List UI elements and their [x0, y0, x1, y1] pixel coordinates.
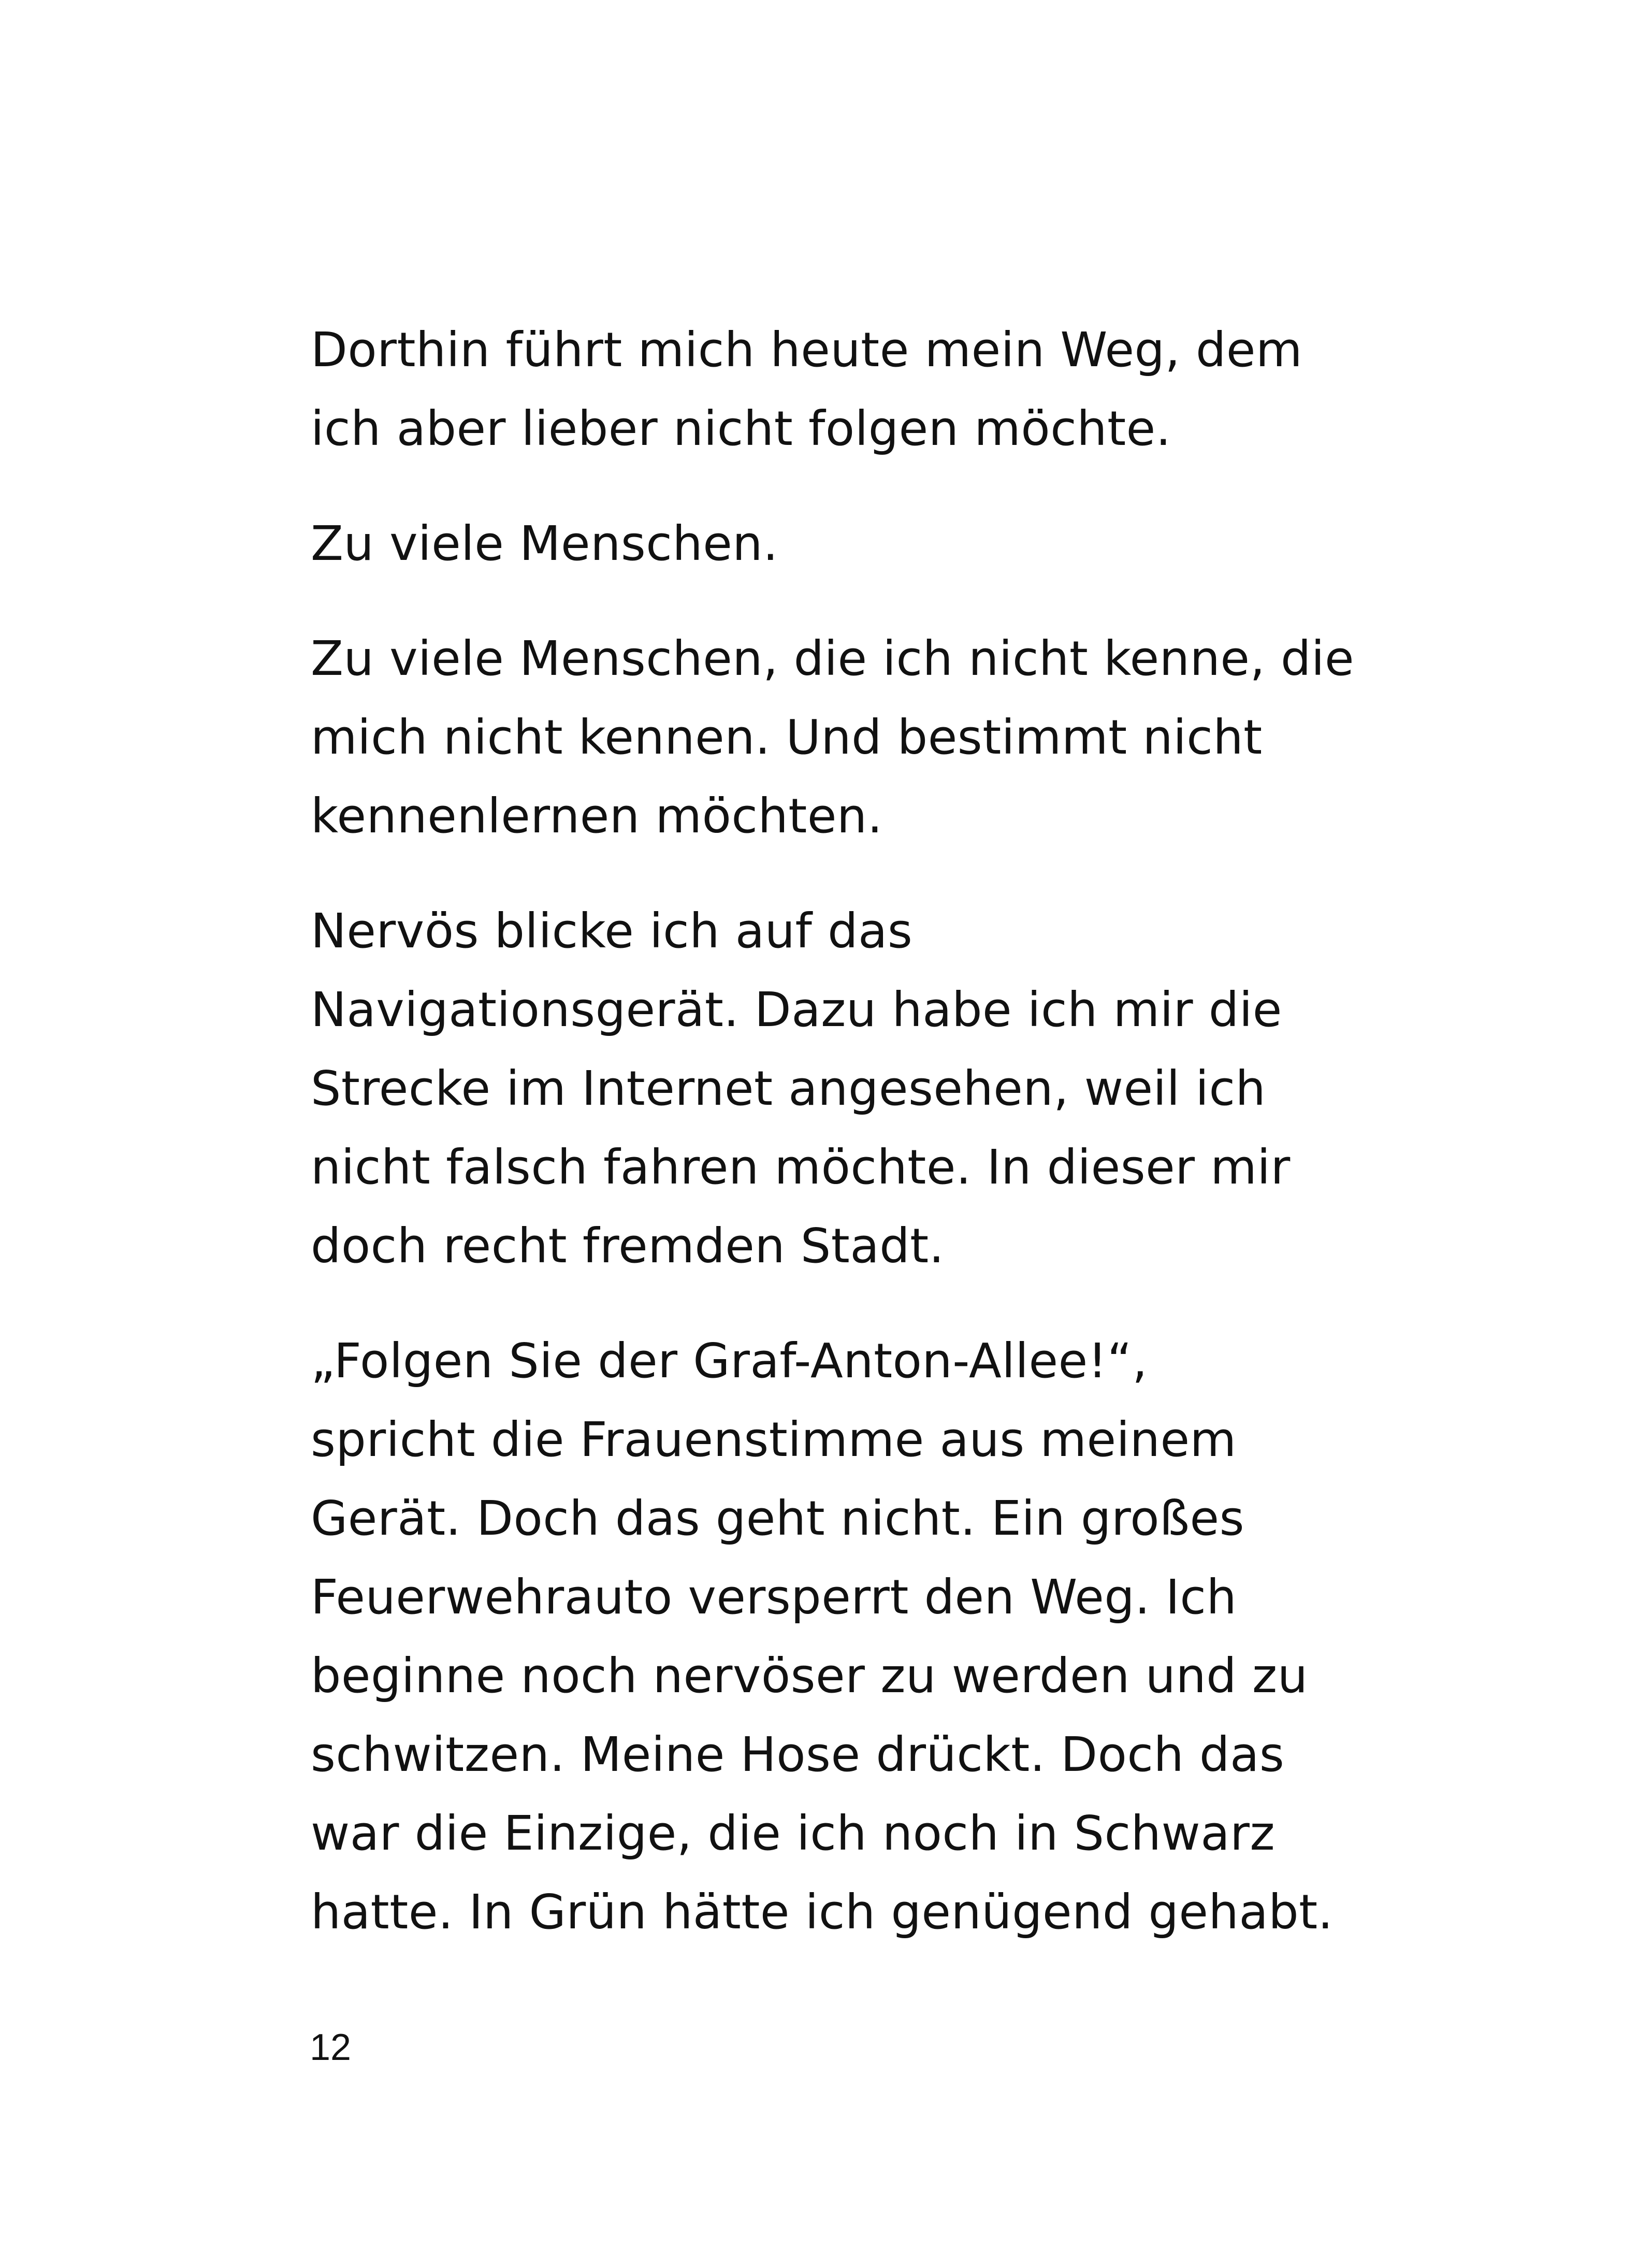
paragraph-3 [311, 619, 1398, 856]
text-line: spricht die Frauenstimme aus meinem [311, 1412, 1237, 1467]
text-line: doch recht fremden Stadt. [311, 1218, 945, 1274]
text-line: Nervös blicke ich auf das [311, 903, 913, 959]
text-line: Navigationsgerät. Dazu habe ich mir die [311, 982, 1282, 1037]
text-line: hatte. In Grün hätte ich genügend gehabt. [311, 1884, 1334, 1940]
text-line: kennenlernen möchten. [311, 788, 883, 844]
text-line: beginne noch nervöser zu werden und zu [311, 1648, 1308, 1704]
text-line: Strecke im Internet angesehen, weil ich [311, 1061, 1266, 1116]
text-line: mich nicht kennen. Und bestimmt nicht [311, 710, 1263, 765]
paragraph-4 [311, 892, 1398, 1286]
text-line: Zu viele Menschen, die ich nicht kenne, die [311, 631, 1355, 686]
text-line: „Folgen Sie der Graf-Anton-Allee!“, [311, 1333, 1148, 1389]
text-line: war die Einzige, die ich noch in Schwarz [311, 1806, 1276, 1861]
text-line: Dorthin führt mich heute mein Weg, dem [311, 322, 1303, 378]
page-number: 12 [310, 2027, 352, 2068]
text-line: Feuerwehrauto versperrt den Weg. Ich [311, 1569, 1237, 1625]
paragraph-1 [311, 311, 1398, 468]
paragraph-5 [311, 1322, 1398, 1952]
body-text [311, 311, 1398, 1988]
text-line: nicht falsch fahren möchte. In dieser mir [311, 1140, 1291, 1195]
text-line: Gerät. Doch das geht nicht. Ein großes [311, 1491, 1245, 1546]
text-line: schwitzen. Meine Hose drückt. Doch das [311, 1727, 1285, 1782]
paragraph-2 [311, 504, 1398, 583]
text-line: ich aber lieber nicht folgen möchte. [311, 401, 1171, 456]
text-line: Zu viele Menschen. [311, 516, 778, 571]
